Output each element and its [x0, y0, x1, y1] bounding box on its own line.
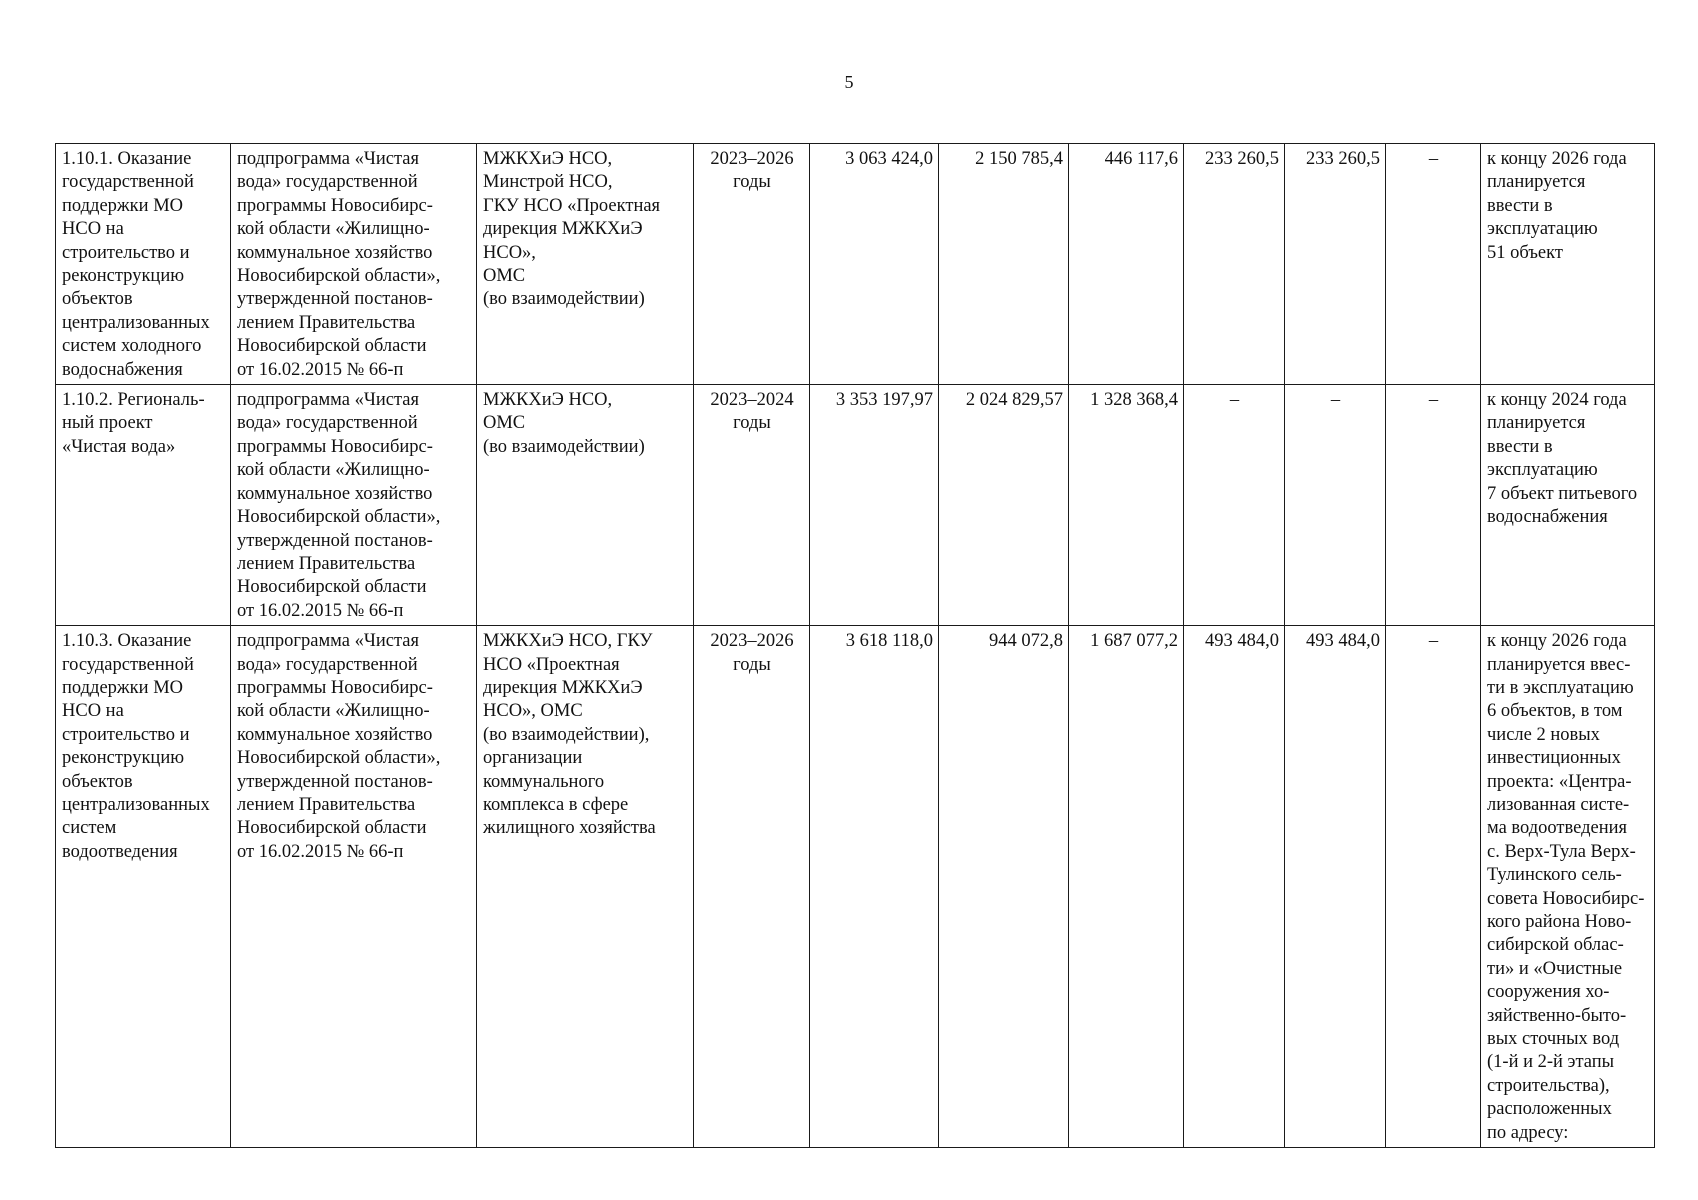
- year-2026-cell: 233 260,5: [1285, 144, 1386, 385]
- period-cell: 2023–2026 годы: [694, 626, 810, 1148]
- total-cell: 3 353 197,97: [810, 385, 939, 626]
- table-row: [56, 385, 1655, 626]
- result-cell: к концу 2026 года планируется ввести в эксплуатацию 51 объект: [1481, 144, 1655, 385]
- program-cell: подпрограмма «Чистая вода» государственной программы Новосибирс- кой области «Жилищно- коммунальное хозяйство Новосибирской области», утвержденной постанов- лением Правительства Новосибирской области от 16.02.2015 № 66-п: [231, 626, 477, 1148]
- result-cell: к концу 2026 года планируется ввес- ти в эксплуатацию 6 объектов, в том числе 2 новых инвестиционных проекта: «Центра- лизованная систе- ма водоотведения с. Верх-Тула Верх- Тулинского сель- совета Новосибирс- кого района Ново- сибирской облас- ти» и «Очистные сооружения хо- зяйственно-быто- вых сточных вод (1-й и 2-й этапы строительства), расположенных по адресу:: [1481, 626, 1655, 1148]
- total-cell: 3 618 118,0: [810, 626, 939, 1148]
- program-cell: подпрограмма «Чистая вода» государственной программы Новосибирс- кой области «Жилищно- коммунальное хозяйство Новосибирской области», утвержденной постанов- лением Правительства Новосибирской области от 16.02.2015 № 66-п: [231, 144, 477, 385]
- year-2025-cell: 493 484,0: [1184, 626, 1285, 1148]
- program-cell: подпрограмма «Чистая вода» государственной программы Новосибирс- кой области «Жилищно- коммунальное хозяйство Новосибирской области», утвержденной постанов- лением Правительства Новосибирской области от 16.02.2015 № 66-п: [231, 385, 477, 626]
- other-cell: –: [1386, 385, 1481, 626]
- year-2024-cell: 1 328 368,4: [1069, 385, 1184, 626]
- year-2023-cell: 2 024 829,57: [939, 385, 1069, 626]
- year-2023-cell: 944 072,8: [939, 626, 1069, 1148]
- other-cell: –: [1386, 626, 1481, 1148]
- result-cell: к концу 2024 года планируется ввести в эксплуатацию 7 объект питьевого водоснабжения: [1481, 385, 1655, 626]
- executors-cell: МЖКХиЭ НСО, ОМС (во взаимодействии): [477, 385, 694, 626]
- period-cell: 2023–2026 годы: [694, 144, 810, 385]
- page-number: 5: [844, 72, 854, 92]
- year-2025-cell: 233 260,5: [1184, 144, 1285, 385]
- year-2023-cell: 2 150 785,4: [939, 144, 1069, 385]
- measures-table: [55, 143, 1655, 1148]
- executors-cell: МЖКХиЭ НСО, Минстрой НСО, ГКУ НСО «Проектная дирекция МЖКХиЭ НСО», ОМС (во взаимодействии): [477, 144, 694, 385]
- measure-cell: 1.10.1. Оказание государственной поддержки МО НСО на строительство и реконструкцию объектов централизованных систем холодного водоснабжения: [56, 144, 231, 385]
- year-2024-cell: 1 687 077,2: [1069, 626, 1184, 1148]
- period-cell: 2023–2024 годы: [694, 385, 810, 626]
- year-2026-cell: 493 484,0: [1285, 626, 1386, 1148]
- total-cell: 3 063 424,0: [810, 144, 939, 385]
- measure-cell: 1.10.2. Региональ- ный проект «Чистая вода»: [56, 385, 231, 626]
- other-cell: –: [1386, 144, 1481, 385]
- year-2026-cell: –: [1285, 385, 1386, 626]
- measure-cell: 1.10.3. Оказание государственной поддержки МО НСО на строительство и реконструкцию объектов централизованных систем водоотведения: [56, 626, 231, 1148]
- table-row: [56, 626, 1655, 1148]
- year-2025-cell: –: [1184, 385, 1285, 626]
- table-row: [56, 144, 1655, 385]
- year-2024-cell: 446 117,6: [1069, 144, 1184, 385]
- executors-cell: МЖКХиЭ НСО, ГКУ НСО «Проектная дирекция МЖКХиЭ НСО», ОМС (во взаимодействии), организации коммунального комплекса в сфере жилищного хозяйства: [477, 626, 694, 1148]
